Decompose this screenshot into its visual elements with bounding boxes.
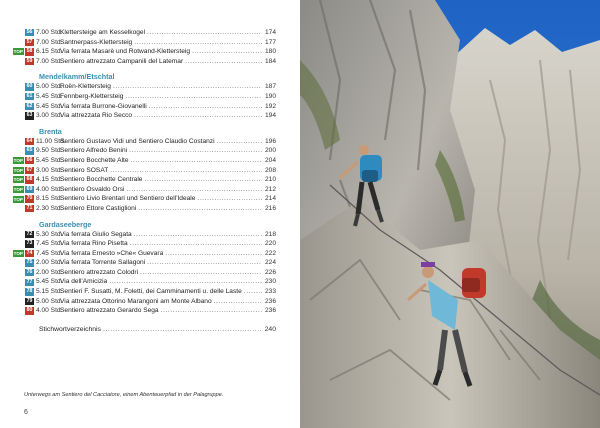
route-number-badge: 69 [26,185,33,192]
toc-entry[interactable] [14,28,276,38]
toc-entry[interactable] [14,102,276,112]
route-page: 208 [264,166,276,174]
toc-entry[interactable] [14,194,276,204]
route-page: 204 [264,156,276,164]
route-title: Sentiero attrezzato Gerardo Sega [60,307,159,315]
top-slot [14,167,25,174]
route-number-badge: 78 [26,288,33,295]
climbing-photo [300,0,600,428]
route-duration: 4.00 Std. [36,307,63,315]
route-page: 236 [264,297,276,305]
route-number-badge: 75 [26,259,33,266]
route-number-badge: 66 [26,157,33,164]
route-duration: 2.00 Std. [36,268,63,276]
dot-leader [132,230,262,240]
route-number-badge: 68 [26,176,33,183]
toc-entry[interactable] [14,146,276,156]
route-duration: 5.45 Std. [36,278,63,286]
toc-entry[interactable] [14,47,276,57]
toc-entry[interactable] [14,287,276,297]
route-page: 224 [264,259,276,267]
toc-entry[interactable] [14,277,276,287]
route-page: 236 [264,307,276,315]
route-duration: 3.00 Std. [36,112,63,120]
route-page: 230 [264,278,276,286]
route-title: Via ferrata Ernesto »Che« Guevara [60,249,164,257]
toc-entry[interactable] [14,185,276,195]
dot-leader [242,287,262,297]
route-number-badge: 76 [26,268,33,275]
route-duration: 2.00 Std. [36,259,63,267]
toc-entry[interactable] [14,92,276,102]
route-number-badge: 65 [26,147,33,154]
route-number-badge: 71 [26,205,33,211]
route-title: Sentiero Livio Brentari und Sentiero dell'Ideale [60,195,196,203]
page-number: 6 [24,409,28,416]
route-duration: 5.00 Std. [36,297,63,305]
toc-entry[interactable] [14,306,276,316]
toc-entry[interactable] [14,156,276,166]
route-page: 212 [264,185,276,193]
route-number-badge: 58 [26,48,33,55]
route-number-badge: 60 [26,83,33,90]
toc-entry[interactable] [14,111,276,121]
top-badge: TOP [13,158,23,164]
route-number-badge: 62 [26,102,33,109]
route-duration: 4.00 Std. [36,185,63,193]
route-title: Via ferrata Torrente Sallagoni [60,259,146,267]
top-slot [14,176,25,183]
route-page: 184 [264,57,276,65]
top-badge: TOP [13,167,23,173]
dot-leader [138,268,262,278]
route-page: 220 [264,240,276,248]
route-page: 177 [264,38,276,46]
dot-leader [212,297,262,307]
route-duration: 8.15 Std. [36,195,63,203]
route-duration: 3.00 Std. [36,166,63,174]
route-title: Klettersteige am Kesselkogel [60,29,146,36]
route-title: Via dell'Amicizia [60,278,108,286]
route-page: 216 [264,204,276,212]
route-page: 226 [264,268,276,276]
dot-leader [127,146,262,156]
route-title: Sentiero SOSAT [60,166,109,174]
toc-entry[interactable] [14,38,276,48]
top-badge: TOP [13,49,23,55]
toc-entry[interactable] [14,268,276,278]
dot-leader [195,194,262,204]
toc-entry[interactable] [14,258,276,268]
dot-leader [163,249,262,259]
route-duration: 7.00 Std. [36,57,63,65]
route-duration: 7.45 Std. [36,240,63,248]
dot-leader [183,57,262,67]
route-title: Via attrezzata Ottorino Marangoni am Monte Albano [60,297,212,305]
toc-entry[interactable] [14,175,276,185]
route-duration: 4.15 Std. [36,176,63,184]
route-duration: 5.00 Std. [36,83,63,91]
route-page: 174 [264,29,276,36]
route-page: 210 [264,176,276,184]
route-page: 196 [264,137,276,145]
dot-leader [111,82,262,92]
route-number-badge: 72 [26,230,33,237]
top-slot [14,186,25,193]
top-badge: TOP [13,187,23,193]
route-title: Fennberg-Klettersteig [60,92,124,100]
toc-entry[interactable] [14,239,276,249]
route-page: 222 [264,249,276,257]
route-page: 190 [264,92,276,100]
route-title: Sentiero Bocchette Alte [60,156,129,164]
route-duration: 11.00 Std. [36,137,66,145]
route-page: 200 [264,147,276,155]
index-page: 240 [264,325,276,333]
toc-entry[interactable] [14,204,276,214]
dot-leader [145,258,262,268]
dot-leader [132,38,262,48]
route-number-badge: 61 [26,93,33,100]
toc-entry[interactable] [14,166,276,176]
route-page: 192 [264,102,276,110]
route-page: 218 [264,230,276,238]
route-duration: 7.00 Std. [36,29,63,36]
route-title: Via ferrata Burrone-Giovanelli [60,102,147,110]
dot-leader [215,137,262,147]
route-number-badge: 64 [26,137,33,144]
route-duration: 9.50 Std. [36,147,63,155]
toc-entry[interactable] [14,297,276,307]
route-title: Sentiero Ettore Castiglioni [60,204,137,212]
route-duration: 2.30 Std. [36,204,63,212]
route-page: 194 [264,112,276,120]
route-duration: 5.30 Std. [36,230,63,238]
route-duration: 5.15 Std. [36,288,63,296]
route-duration: 7.00 Std. [36,38,63,46]
route-page: 233 [264,288,276,296]
index-title: Stichwortverzeichnis [39,325,101,333]
photo-caption: Unterwegs am Sentiero del Cacciatore, einem Abenteuerpfad in der Palagruppe. [24,392,224,398]
section-heading: Brenta [39,126,62,136]
table-of-contents [14,28,276,335]
route-title: Santnerpass-Klettersteig [60,38,133,46]
dot-leader [125,185,263,195]
route-title: Sentieri F. Susatti, M. Foletti, dei Camminamenti u. delle Laste [60,288,242,296]
route-title: Sentiero attrezzato Campanili del Latemar [60,57,184,65]
dot-leader [108,166,262,176]
route-title: Sentiero Gustavo Vidi und Sentiero Claudio Costanzi [60,137,215,145]
dot-leader [190,47,262,57]
route-number-badge: 59 [26,57,33,64]
route-title: Sentiero Osvaldo Orsi [60,185,125,193]
section-heading: Mendelkamm/Etschtal [39,72,115,82]
toc-entry[interactable] [14,249,276,259]
dot-leader [142,175,262,185]
dot-leader [107,277,262,287]
route-title: Via attrezzata Rio Secco [60,112,133,120]
route-number-badge: 63 [26,112,33,119]
route-title: Sentiero Alfredo Benini [60,147,128,155]
route-title: Via ferrata Rino Pisetta [60,240,128,248]
route-number-badge: 57 [26,38,33,45]
top-slot [14,196,25,203]
route-number-badge: 73 [26,240,33,247]
route-page: 187 [264,83,276,91]
toc-entry[interactable] [14,57,276,67]
route-title: Roën-Klettersteig [60,83,111,91]
route-number-badge: 74 [26,249,33,256]
route-number-badge: 67 [26,166,33,173]
route-title: Sentiero attrezzato Colodri [60,268,139,276]
route-duration: 5.45 Std. [36,156,63,164]
top-badge: TOP [13,196,23,202]
dot-leader [128,239,262,249]
route-number-badge: 56 [26,29,33,36]
route-duration: 5.45 Std. [36,92,63,100]
dot-leader [136,204,262,214]
route-duration: 5.45 Std. [36,102,63,110]
top-badge: TOP [13,250,23,256]
top-badge: TOP [13,177,23,183]
route-number-badge: 70 [26,195,33,202]
dot-leader [132,111,262,121]
top-slot [14,250,25,257]
route-number-badge: 80 [26,307,33,314]
route-duration: 6.15 Std. [36,48,63,56]
route-number-badge: 79 [26,297,33,304]
top-slot [14,48,25,55]
route-number-badge: 77 [26,278,33,285]
route-page: 180 [264,48,276,56]
toc-entry[interactable] [14,230,276,240]
section-heading: Gardaseeberge [39,219,92,229]
dot-leader [145,28,262,38]
dot-leader [147,102,262,112]
index-entry[interactable] [14,325,276,335]
dot-leader [123,92,262,102]
top-slot [14,157,25,164]
dot-leader [129,156,262,166]
toc-entry[interactable] [14,137,276,147]
photo-climbers-on-rock-face [300,0,600,428]
dot-leader [159,306,262,316]
toc-entry[interactable] [14,82,276,92]
route-duration: 7.45 Std. [36,249,63,257]
route-page: 214 [264,195,276,203]
route-title: Via ferrata Giulio Segata [60,230,132,238]
route-title: Sentiero Bocchette Centrale [60,176,143,184]
route-title: Via ferrata Masarè und Rotwand-Klettersteig [60,48,190,56]
dot-leader [101,325,262,335]
